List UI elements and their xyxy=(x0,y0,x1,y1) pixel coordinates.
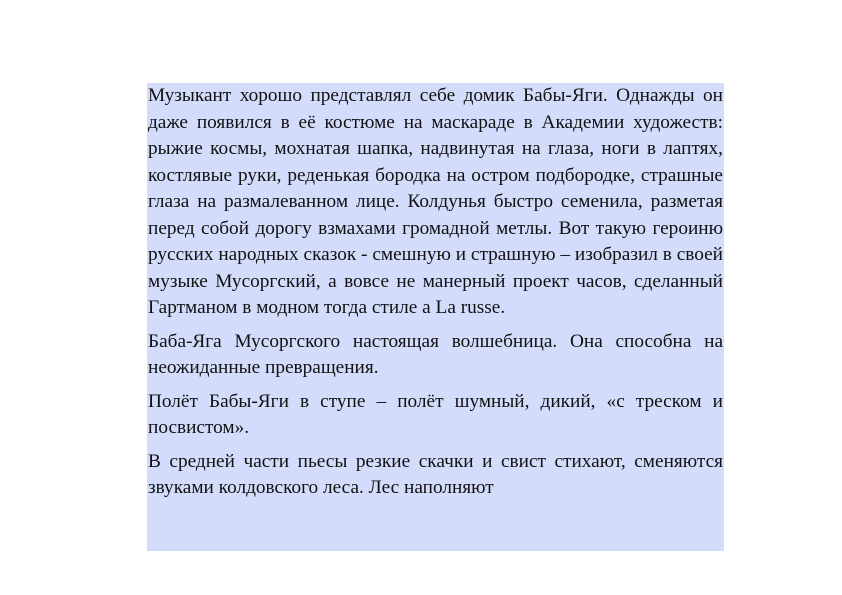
paragraph-sorceress: Баба-Яга Мусоргского настоящая волшебница. Она способна на неожиданные превращения. xyxy=(148,330,723,378)
paragraph-baba-yaga-house: Музыкант хорошо представлял себе домик Бабы-Яги. Однажды он даже появился в её костюме на маскараде в Академии художеств: рыжие космы, мохнатая шапка, надвинутая на глаза, ноги в лаптях, костлявые руки, реденькая бородка на остром подбородке, страшные глаза на размалеванном лице. Колдунья быстро семенила, разметая перед собой дорогу взмахами громадной метлы. Вот такую героиню русских народных сказок - смешную и страшную – изобразил в своей музыке Мусоргский, а вовсе не манерный проект часов, сделанный Гартманом в модном тогда стиле а La russe. xyxy=(148,85,723,318)
paragraph-flight: Полёт Бабы-Яги в ступе – полёт шумный, дикий, «с треском и посвистом». xyxy=(148,390,723,438)
highlighted-text-block xyxy=(147,83,724,551)
paragraph-middle-part: В средней части пьесы резкие скачки и свист стихают, сменяются звуками колдовского леса. Лес наполняют xyxy=(148,450,723,498)
